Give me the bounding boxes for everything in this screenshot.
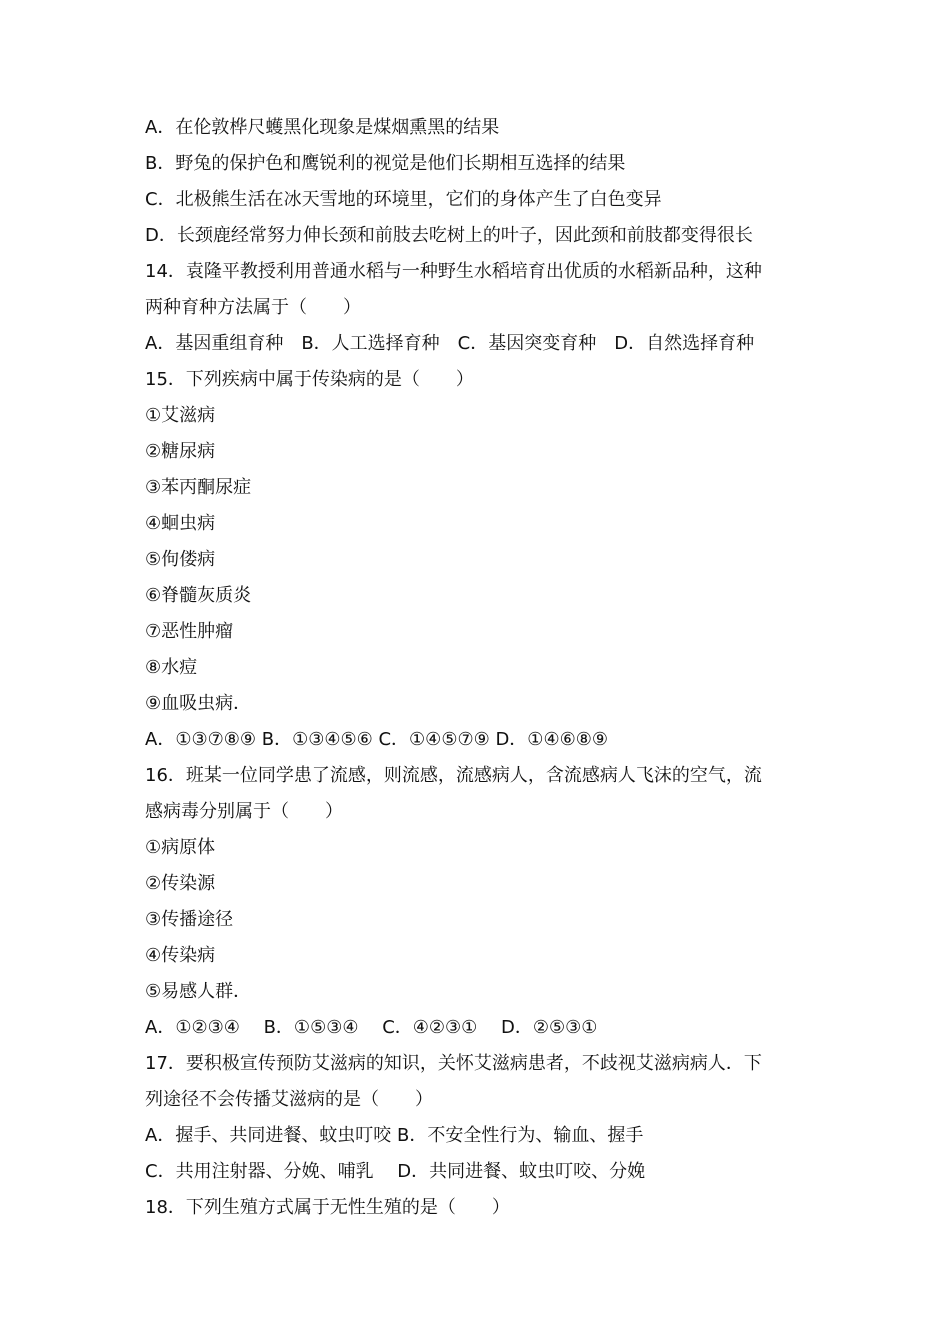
q17-options-ab: A．握手、共同进餐、蚊虫叮咬 B．不安全性行为、输血、握手 <box>145 1125 644 1146</box>
q16-options: A．①②③④ B．①⑤③④ C．④②③① D．②⑤③① <box>145 1017 598 1038</box>
q13-option-b: B．野兔的保护色和鹰锐利的视觉是他们长期相互选择的结果 <box>145 153 626 174</box>
q16-item-4: ④传染病 <box>145 945 216 966</box>
q15-item-2: ②糖尿病 <box>145 441 216 462</box>
q15-item-3: ③苯丙酮尿症 <box>145 477 252 498</box>
q15-item-4: ④蛔虫病 <box>145 513 216 534</box>
q16-item-3: ③传播途径 <box>145 909 234 930</box>
q13-option-d: D．长颈鹿经常努力伸长颈和前肢去吃树上的叶子，因此颈和前肢都变得很长 <box>145 225 753 246</box>
q17-stem-line-1: 17．要积极宣传预防艾滋病的知识，关怀艾滋病患者，不歧视艾滋病病人．下 <box>145 1053 762 1074</box>
q16-stem-line-2: 感病毒分别属于（ ） <box>145 801 343 822</box>
q13-option-a: A．在伦敦桦尺蠖黑化现象是煤烟熏黑的结果 <box>145 117 500 138</box>
q15-item-8: ⑧水痘 <box>145 657 198 678</box>
q16-item-5: ⑤易感人群． <box>145 981 252 1002</box>
q15-stem: 15．下列疾病中属于传染病的是（ ） <box>145 369 474 390</box>
q14-stem-line-2: 两种育种方法属于（ ） <box>145 297 361 318</box>
q15-item-7: ⑦恶性肿瘤 <box>145 621 234 642</box>
q14-stem-line-1: 14．袁隆平教授利用普通水稻与一种野生水稻培育出优质的水稻新品种，这种 <box>145 261 762 282</box>
q15-options: A．①③⑦⑧⑨ B．①③④⑤⑥ C．①④⑤⑦⑨ D．①④⑥⑧⑨ <box>145 729 608 750</box>
q15-item-1: ①艾滋病 <box>145 405 216 426</box>
q13-option-c: C．北极熊生活在冰天雪地的环境里，它们的身体产生了白色变异 <box>145 189 662 210</box>
q15-item-6: ⑥脊髓灰质炎 <box>145 585 252 606</box>
q15-item-9: ⑨血吸虫病． <box>145 693 252 714</box>
q16-item-2: ②传染源 <box>145 873 216 894</box>
q17-options-cd: C．共用注射器、分娩、哺乳 D．共同进餐、蚊虫叮咬、分娩 <box>145 1161 646 1182</box>
q17-stem-line-2: 列途径不会传播艾滋病的是（ ） <box>145 1089 433 1110</box>
q18-stem: 18．下列生殖方式属于无性生殖的是（ ） <box>145 1197 510 1218</box>
q16-item-1: ①病原体 <box>145 837 216 858</box>
q14-options: A．基因重组育种 B．人工选择育种 C．基因突变育种 D．自然选择育种 <box>145 333 755 354</box>
q15-item-5: ⑤佝偻病 <box>145 549 216 570</box>
q16-stem-line-1: 16．班某一位同学患了流感，则流感，流感病人，含流感病人飞沫的空气，流 <box>145 765 762 786</box>
question-text <box>145 112 815 1228</box>
